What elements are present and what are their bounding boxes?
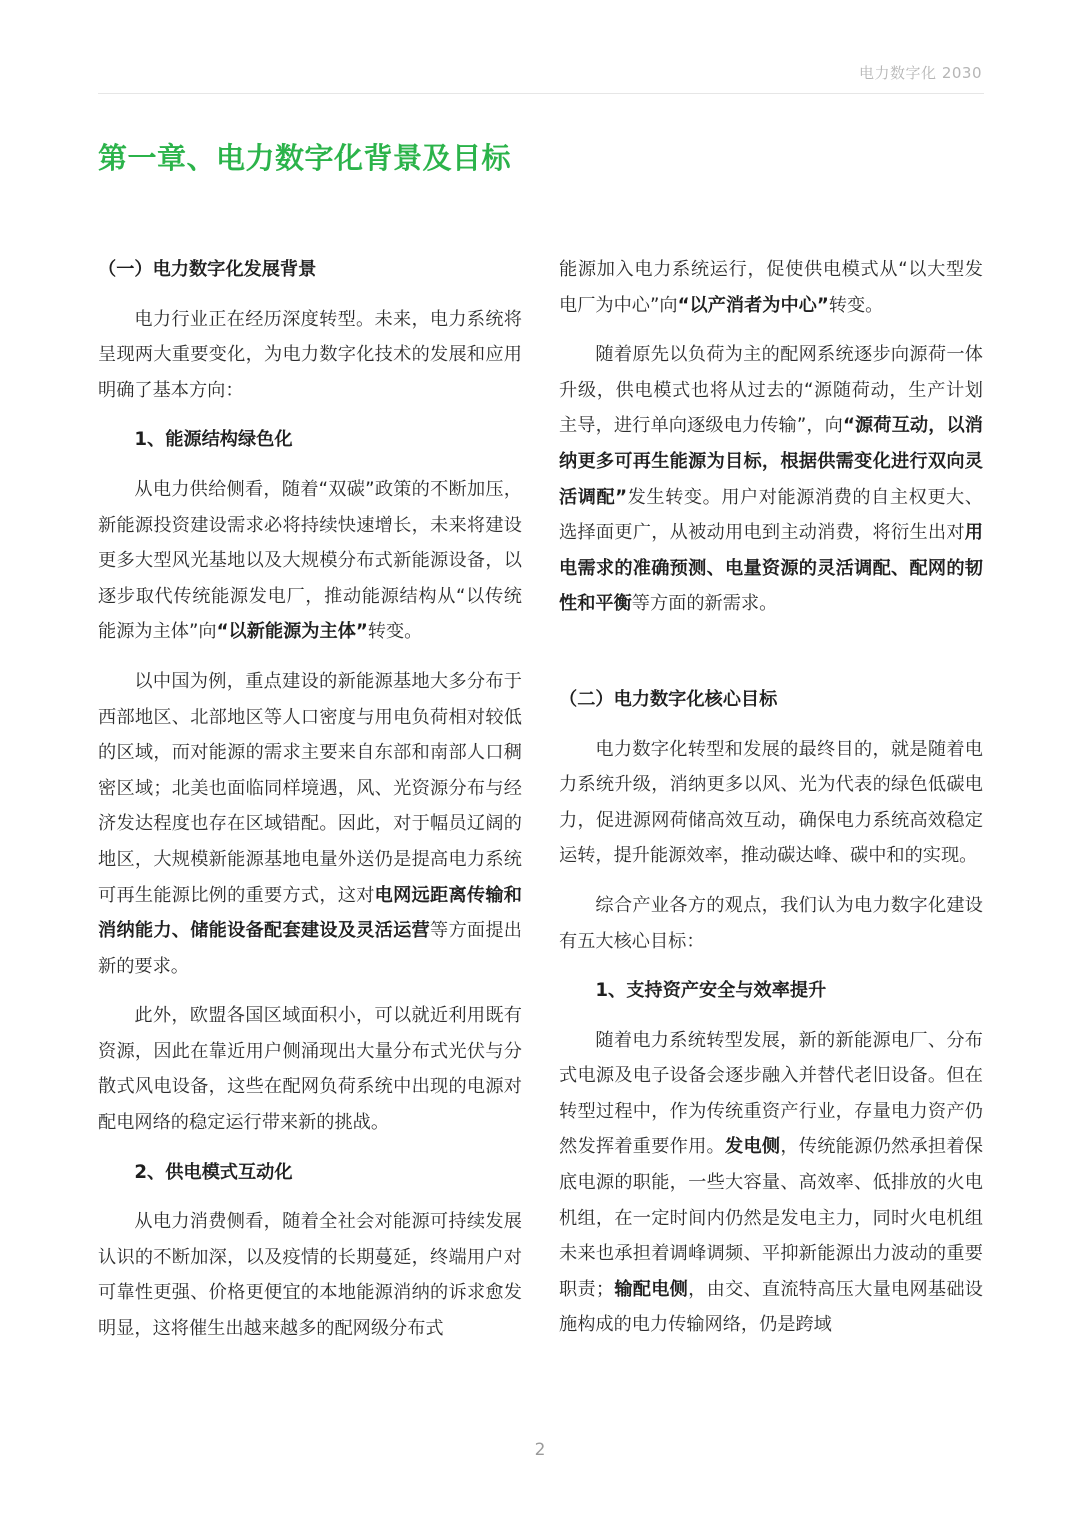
running-header-title: 电力数字化 2030 [859,64,982,82]
text-run: 从电力供给侧看，随着“双碳”政策的不断加压，新能源投资建设需求必将持续快速增长，未来将建设更多大型风光基地以及大规模分布式新能源设备，以逐步取代传统能源发电厂，推动能源结构从“以传统能源为主体”向 [98,478,522,643]
emphasis-text: “以产消者为中心” [677,294,829,316]
emphasis-text: “以新能源为主体” [216,621,368,643]
text-run: 等方面提出新的要求。 [98,920,522,977]
emphasis-text: 电网远距离传输和消纳能力、储能设备配套建设及灵活运营 [98,884,522,942]
paragraph-demand-side: 从电力消费侧看，随着全社会对能源可持续发展认识的不断加深，以及疫情的长期蔓延，终端用户对可靠性更强、价格更便宜的本地能源消纳的诉求愈发明显，这将催生出越来越多的配网级分布式 [98,1211,522,1340]
paragraph-asset-efficiency [559,1023,983,1343]
paragraph-five-goals: 综合产业各方的观点，我们认为电力数字化建设有五大核心目标： [559,894,983,952]
text-run: 随着电力系统转型发展，新的新能源电厂、分布式电源及电子设备会逐步融入并替代老旧设备。但在转型过程中，作为传统重资产行业，存量电力资产仍然发挥着重要作用。 [559,1029,983,1158]
emphasis-text: 用电需求的准确预测、电量资源的灵活调配、配网的韧性和平衡 [559,522,983,615]
paragraph-distribution-upgrade [559,337,983,622]
paragraph-intro: 电力行业正在经历深度转型。未来，电力系统将呈现两大重要变化，为电力数字化技术的发展和应用明确了基本方向： [98,308,522,401]
paragraph-supply-side [98,472,522,650]
paragraph-china-example [98,664,522,984]
subheading-energy-structure: 1、能源结构绿色化 [134,429,293,451]
text-run: 随着原先以负荷为主的配网系统逐步向源荷一体升级，供电模式也将从过去的“源随荷动，生产计划主导，进行单向逐级电力传输”，向 [559,344,983,437]
text-run: ，由交、直流特高压大量电网基础设施构成的电力传输网络，仍是跨域 [559,1278,983,1336]
text-run: 等方面的新需求。 [631,593,778,615]
page-number: 2 [534,1440,546,1460]
right-column [559,252,983,1357]
text-run: 转变。 [367,621,423,643]
text-run: 发生转变。用户对能源消费的自主权更大、选择面更广，从被动用电到主动消费，将衍生出对 [559,486,983,544]
section-heading-core-goals: （二）电力数字化核心目标 [559,688,778,710]
chapter-title: 第一章、电力数字化背景及目标 [98,141,512,175]
text-run: ，传统能源仍然承担着保底电源的职能，一些大容量、高效率、低排放的火电机组，在一定时间内仍然是发电主力，同时火电机组未来也承担着调峰调频、平抑新能源出力波动的重要职责； [559,1136,983,1300]
subheading-supply-mode: 2、供电模式互动化 [134,1161,293,1183]
text-run: 转变。 [828,294,884,316]
emphasis-text: 发电侧 [725,1136,781,1158]
header-divider [98,93,984,94]
section-heading-background: （一）电力数字化发展背景 [98,259,317,280]
paragraph-ultimate-goal: 电力数字化转型和发展的最终目的，就是随着电力系统升级，消纳更多以风、光为代表的绿色低碳电力，促进源网荷储高效互动，确保电力系统高效稳定运转，提升能源效率，推动碳达峰、碳中和的实现。 [559,738,983,867]
paragraph-continued [559,252,983,323]
subheading-asset-safety: 1、支持资产安全与效率提升 [595,980,827,1002]
emphasis-text: 输配电侧 [614,1278,689,1300]
text-run: 能源加入电力系统运行，促使供电模式从“以大型发电厂为中心”向 [559,259,983,316]
emphasis-text: “源荷互动，以消纳更多可再生能源为目标，根据供需变化进行双向灵活调配” [559,415,983,508]
paragraph-eu: 此外，欧盟各国区域面积小，可以就近利用既有资源，因此在靠近用户侧涌现出大量分布式光伏与分散式风电设备，这些在配网负荷系统中出现的电源对配电网络的稳定运行带来新的挑战。 [98,1005,522,1134]
text-run: 以中国为例，重点建设的新能源基地大多分布于西部地区、北部地区等人口密度与用电负荷相对较低的区域，而对能源的需求主要来自东部和南部人口稠密区域；北美也面临同样境遇，风、光资源分布与经济发达程度也存在区域错配。因此，对于幅员辽阔的地区，大规模新能源基地电量外送仍是提高电力系统可再生能源比例的重要方式，这对 [98,670,522,906]
left-column [98,252,522,1361]
